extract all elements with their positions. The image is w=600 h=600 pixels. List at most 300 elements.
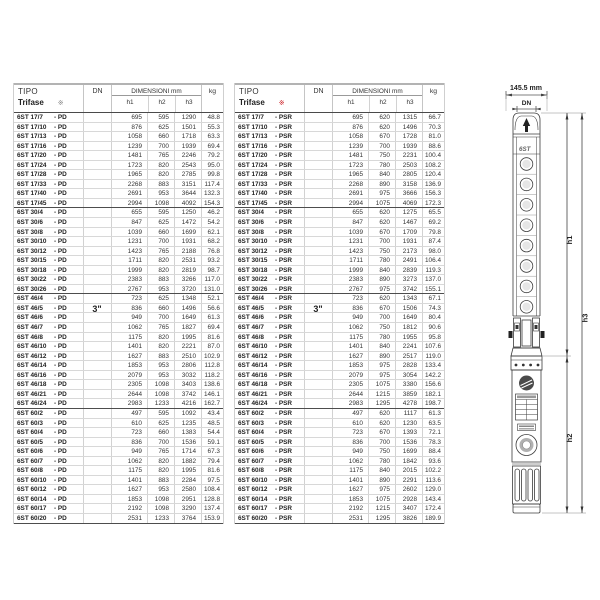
dn-cell [83,256,111,265]
table-row [235,266,444,276]
h3-cell: 3826 [395,514,422,523]
kg-cell: 182.1 [422,390,444,399]
kg-cell: 68.2 [201,237,223,246]
dn-cell [304,142,332,151]
model-suffix: - PSR [275,180,293,188]
table-row [235,304,444,314]
h2-cell: 700 [147,438,174,447]
h2-cell: 1295 [368,514,395,523]
model-suffix: - PD [54,209,67,217]
h1-cell: 2079 [332,371,368,380]
model-cell [14,180,83,189]
model-name: 6ST 60/6 [17,448,43,456]
model-name: 6ST 30/10 [17,238,47,246]
h1-cell: 1231 [111,237,147,246]
h3-cell: 3054 [395,371,422,380]
dn-cell [83,447,111,456]
h3-cell: 2173 [395,247,422,256]
h2-cell: 765 [147,247,174,256]
h2-cell: 1098 [147,390,174,399]
model-name: 6ST 30/26 [238,285,268,293]
dn-cell [83,228,111,237]
model-name: 6ST 46/8 [238,333,264,341]
model-cell [235,151,304,160]
dimensioni-label: DIMENSIONI mm [333,85,422,96]
h2-cell: 1098 [147,495,174,504]
kg-cell: 95.8 [422,333,444,342]
table-row [235,132,444,142]
h3-cell: 2510 [174,352,201,361]
model-suffix: - PSR [275,238,293,246]
kg-cell: 98.7 [201,266,223,275]
h2-cell: 700 [147,313,174,322]
dn-cell [304,189,332,198]
model-suffix: - PSR [275,362,293,370]
model-name: 6ST 46/4 [17,295,43,303]
h1-cell: 1723 [111,161,147,170]
kg-cell: 156.3 [422,189,444,198]
h2-cell: 953 [147,189,174,198]
table-header [14,83,223,113]
model-suffix: - PD [54,343,67,351]
h1-cell: 497 [111,409,147,418]
model-cell [235,352,304,361]
model-suffix: - PD [54,419,67,427]
h3-cell: 1343 [395,294,422,303]
h2-cell: 953 [147,485,174,494]
h3-cell: 3407 [395,504,422,513]
h3-cell: 2828 [395,361,422,370]
table-row [235,342,444,352]
model-cell [235,275,304,284]
h2-cell: 750 [368,323,395,332]
model-cell [14,323,83,332]
model-suffix: - PD [54,257,67,265]
dn-cell [83,504,111,513]
h3-cell: 2951 [174,495,201,504]
h1-cell: 2383 [111,275,147,284]
dn-cell [83,313,111,322]
h3-cell: 1536 [395,438,422,447]
h2-cell: 620 [368,419,395,428]
table-row [235,476,444,486]
h2-cell: 820 [147,266,174,275]
dn-cell [83,419,111,428]
kg-cell: 67.3 [201,447,223,456]
model-name: 6ST 46/7 [17,324,43,332]
model-cell [14,151,83,160]
h2-cell: 890 [368,180,395,189]
dn-cell [304,419,332,428]
kg-cell: 52.1 [201,294,223,303]
model-name: 6ST 17/13 [238,133,268,141]
model-name: 6ST 17/7 [238,114,264,121]
kg-cell: 143.4 [422,495,444,504]
model-name: 6ST 17/20 [238,152,268,160]
table-row [14,457,223,467]
h2-cell: 820 [147,161,174,170]
table-row [235,504,444,514]
table-row [235,361,444,371]
model-cell [14,208,83,217]
model-suffix: - PSR [275,476,293,484]
model-name: 6ST 60/14 [17,495,47,503]
h1-cell: 1039 [332,228,368,237]
dn-cell [304,495,332,504]
h2-column-header: h2 [148,96,175,112]
h3-cell: 4278 [395,399,422,408]
table-row [235,180,444,190]
model-name: 6ST 60/14 [238,495,268,503]
kg-cell: 107.6 [422,342,444,351]
h2-cell: 975 [368,285,395,294]
model-cell [235,323,304,332]
kg-cell: 80.4 [422,313,444,322]
model-name: 6ST 60/4 [17,429,43,437]
table-row [235,323,444,333]
kg-cell: 113.6 [422,476,444,485]
h3-cell: 2517 [395,352,422,361]
model-name: 6ST 60/20 [238,514,268,522]
h3-cell: 1383 [174,428,201,437]
dn-cell [304,514,332,523]
h3-column-header: h3 [396,96,422,112]
kg-cell: 142.2 [422,371,444,380]
model-name: 6ST 30/26 [17,285,47,293]
model-name: 6ST 60/7 [238,457,264,465]
model-cell [14,294,83,303]
dn-cell [83,266,111,275]
kg-cell: 93.6 [422,457,444,466]
model-name: 6ST 30/6 [17,219,43,227]
model-suffix: - PD [54,429,67,437]
table-row [235,151,444,161]
model-suffix: - PD [54,295,67,303]
model-cell [14,466,83,475]
table-row [14,514,223,524]
kg-cell: 189.9 [422,514,444,523]
dn-cell [83,495,111,504]
table-row [14,123,223,133]
model-name: 6ST 46/18 [238,381,268,389]
h1-cell: 1401 [111,342,147,351]
dn-cell [304,428,332,437]
h3-cell: 1995 [174,333,201,342]
table-row [14,399,223,409]
table-row [235,142,444,152]
kg-cell: 131.0 [201,285,223,294]
h3-cell: 2231 [395,151,422,160]
h3-cell: 2580 [174,485,201,494]
model-cell [14,199,83,208]
h1-cell: 949 [111,447,147,456]
dn-cell [304,170,332,179]
h2-cell: 750 [368,151,395,160]
model-cell [14,218,83,227]
h1-cell: 2767 [111,285,147,294]
h3-cell: 2284 [174,476,201,485]
model-name: 6ST 30/15 [17,257,47,265]
kg-cell: 79.2 [201,151,223,160]
h1-cell: 1481 [111,151,147,160]
model-suffix: - PD [54,276,67,284]
model-cell [235,361,304,370]
model-suffix: - PSR [275,400,293,408]
table-row [14,208,223,218]
model-suffix: - PSR [275,190,293,198]
model-suffix: - PSR [275,314,293,322]
dn-cell [304,409,332,418]
model-cell [235,180,304,189]
model-suffix: - PD [54,142,67,150]
model-suffix: - PD [54,476,67,484]
h3-cell: 2602 [395,485,422,494]
h3-cell: 3859 [395,390,422,399]
table-row [14,256,223,266]
h1-cell: 723 [111,428,147,437]
kg-cell: 79.4 [201,457,223,466]
h1-cell: 2983 [111,399,147,408]
dimension-label-h2: h2 [565,433,574,443]
table-row [14,285,223,295]
h1-cell: 1965 [111,170,147,179]
h1-cell: 1058 [332,132,368,141]
h1-cell: 2531 [332,514,368,523]
model-name: 6ST 30/12 [17,247,47,255]
dn-cell [83,208,111,217]
h3-cell: 3266 [174,275,201,284]
h2-cell: 840 [368,170,395,179]
model-suffix: - PD [54,333,67,341]
dn-cell [304,294,332,303]
model-suffix: - PSR [275,409,293,417]
table-row [235,237,444,247]
h1-cell: 1175 [111,333,147,342]
model-cell [14,390,83,399]
h1-cell: 836 [332,304,368,313]
model-cell [14,457,83,466]
dn-cell [304,352,332,361]
model-name: 6ST 17/16 [238,142,268,150]
table-row [14,237,223,247]
model-suffix: - PSR [275,276,293,284]
table-row [14,409,223,419]
dn-cell [83,170,111,179]
h2-cell: 595 [147,208,174,217]
h3-cell: 1501 [174,123,201,132]
model-suffix: - PD [54,495,67,503]
trifase-label: Trifase [18,98,44,107]
table-row [235,285,444,295]
cable-guard-left [514,318,521,347]
kg-cell: 69.4 [201,142,223,151]
model-suffix: - PSR [275,495,293,503]
h2-cell: 820 [147,170,174,179]
h1-cell: 1853 [111,361,147,370]
model-suffix: - PD [54,238,67,246]
model-cell [235,294,304,303]
table-row [14,333,223,343]
dn-cell [83,333,111,342]
h1-cell: 2994 [332,199,368,208]
h3-cell: 1931 [395,237,422,246]
h1-cell: 1062 [111,457,147,466]
h1-cell: 723 [111,294,147,303]
h2-cell: 625 [147,294,174,303]
kg-cell: 54.2 [201,218,223,227]
kg-cell: 133.4 [422,361,444,370]
h3-cell: 1714 [174,447,201,456]
h1-cell: 2531 [111,514,147,523]
table-row [235,409,444,419]
dn-cell [83,161,111,170]
dn-cell [304,323,332,332]
h2-cell: 1295 [368,399,395,408]
model-cell [14,228,83,237]
model-cell [14,275,83,284]
h2-cell: 620 [368,113,395,122]
model-cell [235,447,304,456]
model-suffix: - PD [54,180,67,188]
model-suffix: - PD [54,171,67,179]
h3-cell: 2246 [174,151,201,160]
model-name: 6ST 46/10 [17,343,47,351]
h1-cell: 1711 [111,256,147,265]
h2-cell: 670 [368,304,395,313]
model-cell [14,447,83,456]
model-suffix: - PD [54,114,67,121]
model-cell [235,142,304,151]
model-name: 6ST 60/12 [238,486,268,494]
h2-cell: 780 [368,161,395,170]
kg-cell: 67.1 [422,294,444,303]
model-cell [14,371,83,380]
dn-cell [83,123,111,132]
model-suffix: - PSR [275,199,293,207]
h3-cell: 1939 [174,142,201,151]
h2-cell: 670 [368,428,395,437]
kg-cell: 93.2 [201,256,223,265]
table-row [235,161,444,171]
h1-column-header: h1 [347,99,355,106]
h3-cell: 1348 [174,294,201,303]
model-name: 6ST 46/24 [17,400,47,408]
model-suffix: - PD [54,390,67,398]
h1-cell: 2994 [111,199,147,208]
dn-cell [304,447,332,456]
kg-cell: 146.1 [201,390,223,399]
dn-cell [304,151,332,160]
table-body [235,113,444,524]
kg-cell: 61.3 [422,409,444,418]
table-row [14,180,223,190]
h1-cell: 1965 [332,170,368,179]
model-name: 6ST 60/6 [238,448,264,456]
kg-cell: 48.5 [201,419,223,428]
dn-cell [83,409,111,418]
model-suffix: - PD [54,371,67,379]
model-name: 6ST 46/12 [238,352,268,360]
h3-cell: 1092 [174,409,201,418]
h3-cell: 3666 [395,189,422,198]
h3-cell: 2241 [395,342,422,351]
model-name: 6ST 46/10 [238,343,268,351]
h2-cell: 1233 [147,399,174,408]
h2-cell: 670 [368,132,395,141]
model-suffix: - PSR [275,467,293,475]
table-row [14,294,223,304]
model-name: 6ST 30/8 [17,228,43,236]
dn-cell [83,361,111,370]
dn-cell [304,438,332,447]
kg-cell: 108.4 [201,485,223,494]
model-suffix: - PD [54,438,67,446]
model-cell [14,409,83,418]
table-row [235,447,444,457]
h3-cell: 4069 [395,199,422,208]
model-name: 6ST 46/4 [238,295,264,303]
model-name: 6ST 17/7 [17,114,43,121]
table-row [14,428,223,438]
h3-cell: 1496 [395,123,422,132]
model-cell [14,438,83,447]
table-row [235,228,444,238]
model-suffix: - PSR [275,505,293,513]
table-row [14,247,223,257]
h2-cell: 625 [147,419,174,428]
model-suffix: - PD [54,219,67,227]
kg-cell: 119.0 [422,352,444,361]
kg-cell: 137.4 [201,504,223,513]
model-name: 6ST 60/2 [17,409,43,417]
model-cell [235,189,304,198]
model-suffix: - PSR [275,352,293,360]
h1-cell: 1999 [111,266,147,275]
kg-cell: 46.2 [201,208,223,217]
model-cell [235,247,304,256]
h3-cell: 2806 [174,361,201,370]
table-row [235,399,444,409]
dn-cell [83,132,111,141]
h3-cell: 1882 [174,457,201,466]
dn-cell [304,476,332,485]
model-cell [14,256,83,265]
kg-cell: 100.4 [422,151,444,160]
h2-cell: 975 [368,485,395,494]
model-cell [235,438,304,447]
table-row [235,275,444,285]
h2-cell: 595 [147,409,174,418]
table-row [14,275,223,285]
model-suffix: - PSR [275,123,293,131]
model-cell [14,361,83,370]
kg-cell: 78.3 [422,438,444,447]
dn-cell [304,247,332,256]
dn-cell [304,390,332,399]
table-row [235,438,444,448]
right-arrow-icon [541,94,547,97]
dn-cell [304,504,332,513]
model-cell [14,428,83,437]
table-row [14,476,223,486]
h1-cell: 1627 [111,485,147,494]
table-row [14,266,223,276]
table-row [235,113,444,123]
model-name: 6ST 30/4 [17,209,43,217]
table-header [235,83,444,113]
table-row [14,218,223,228]
h2-cell: 840 [368,342,395,351]
